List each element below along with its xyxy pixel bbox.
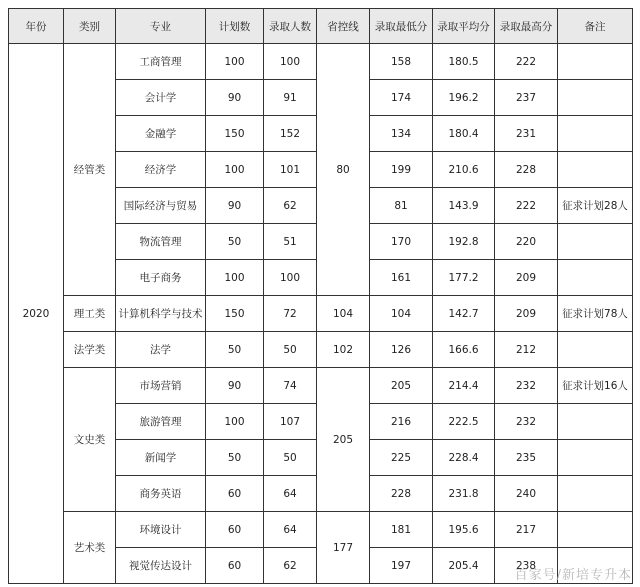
header-note: 备注 bbox=[558, 9, 633, 44]
table-row bbox=[9, 44, 633, 80]
max-score-cell: 222 bbox=[495, 188, 558, 224]
max-score-cell: 228 bbox=[495, 152, 558, 188]
plan-cell: 60 bbox=[206, 512, 264, 548]
max-score-cell: 232 bbox=[495, 368, 558, 404]
control-line-cell-engineering: 104 bbox=[317, 296, 370, 332]
max-score-cell: 222 bbox=[495, 44, 558, 80]
note-cell bbox=[558, 440, 633, 476]
min-score-cell: 225 bbox=[370, 440, 433, 476]
header-control-line: 省控线 bbox=[317, 9, 370, 44]
note-cell: 征求计划78人 bbox=[558, 296, 633, 332]
avg-score-cell: 177.2 bbox=[433, 260, 495, 296]
min-score-cell: 161 bbox=[370, 260, 433, 296]
max-score-cell: 237 bbox=[495, 80, 558, 116]
table-row bbox=[9, 368, 633, 404]
plan-cell: 150 bbox=[206, 116, 264, 152]
note-cell bbox=[558, 44, 633, 80]
plan-cell: 150 bbox=[206, 296, 264, 332]
control-line-cell-humanities: 205 bbox=[317, 368, 370, 512]
min-score-cell: 126 bbox=[370, 332, 433, 368]
max-score-cell: 238 bbox=[495, 548, 558, 584]
category-cell-humanities: 文史类 bbox=[64, 368, 116, 512]
avg-score-cell: 166.6 bbox=[433, 332, 495, 368]
major-cell: 国际经济与贸易 bbox=[116, 188, 206, 224]
plan-cell: 100 bbox=[206, 44, 264, 80]
max-score-cell: 240 bbox=[495, 476, 558, 512]
major-cell: 经济学 bbox=[116, 152, 206, 188]
avg-score-cell: 192.8 bbox=[433, 224, 495, 260]
header-max-score: 录取最高分 bbox=[495, 9, 558, 44]
admission-table bbox=[8, 8, 633, 584]
control-line-cell-arts: 177 bbox=[317, 512, 370, 584]
table-row bbox=[9, 512, 633, 548]
control-line-cell-law: 102 bbox=[317, 332, 370, 368]
major-cell: 法学 bbox=[116, 332, 206, 368]
admitted-cell: 72 bbox=[264, 296, 317, 332]
min-score-cell: 228 bbox=[370, 476, 433, 512]
major-cell: 市场营销 bbox=[116, 368, 206, 404]
category-cell-economics: 经管类 bbox=[64, 44, 116, 296]
min-score-cell: 174 bbox=[370, 80, 433, 116]
max-score-cell: 220 bbox=[495, 224, 558, 260]
min-score-cell: 216 bbox=[370, 404, 433, 440]
admitted-cell: 74 bbox=[264, 368, 317, 404]
max-score-cell: 212 bbox=[495, 332, 558, 368]
major-cell: 电子商务 bbox=[116, 260, 206, 296]
note-cell bbox=[558, 80, 633, 116]
table-row bbox=[9, 296, 633, 332]
min-score-cell: 104 bbox=[370, 296, 433, 332]
note-cell bbox=[558, 152, 633, 188]
plan-cell: 50 bbox=[206, 332, 264, 368]
note-cell: 征求计划28人 bbox=[558, 188, 633, 224]
avg-score-cell: 180.5 bbox=[433, 44, 495, 80]
admitted-cell: 62 bbox=[264, 188, 317, 224]
note-cell bbox=[558, 476, 633, 512]
avg-score-cell: 195.6 bbox=[433, 512, 495, 548]
major-cell: 环境设计 bbox=[116, 512, 206, 548]
major-cell: 商务英语 bbox=[116, 476, 206, 512]
avg-score-cell: 231.8 bbox=[433, 476, 495, 512]
min-score-cell: 197 bbox=[370, 548, 433, 584]
major-cell: 工商管理 bbox=[116, 44, 206, 80]
min-score-cell: 134 bbox=[370, 116, 433, 152]
major-cell: 会计学 bbox=[116, 80, 206, 116]
min-score-cell: 81 bbox=[370, 188, 433, 224]
plan-cell: 90 bbox=[206, 368, 264, 404]
min-score-cell: 199 bbox=[370, 152, 433, 188]
header-year: 年份 bbox=[9, 9, 64, 44]
avg-score-cell: 142.7 bbox=[433, 296, 495, 332]
category-cell-arts: 艺术类 bbox=[64, 512, 116, 584]
avg-score-cell: 222.5 bbox=[433, 404, 495, 440]
header-avg-score: 录取平均分 bbox=[433, 9, 495, 44]
note-cell: 征求计划16人 bbox=[558, 368, 633, 404]
max-score-cell: 235 bbox=[495, 440, 558, 476]
min-score-cell: 205 bbox=[370, 368, 433, 404]
admitted-cell: 62 bbox=[264, 548, 317, 584]
note-cell bbox=[558, 260, 633, 296]
avg-score-cell: 180.4 bbox=[433, 116, 495, 152]
admitted-cell: 107 bbox=[264, 404, 317, 440]
major-cell: 新闻学 bbox=[116, 440, 206, 476]
category-cell-law: 法学类 bbox=[64, 332, 116, 368]
admitted-cell: 91 bbox=[264, 80, 317, 116]
avg-score-cell: 210.6 bbox=[433, 152, 495, 188]
plan-cell: 100 bbox=[206, 260, 264, 296]
admitted-cell: 152 bbox=[264, 116, 317, 152]
plan-cell: 60 bbox=[206, 548, 264, 584]
admitted-cell: 100 bbox=[264, 44, 317, 80]
header-category: 类别 bbox=[64, 9, 116, 44]
avg-score-cell: 214.4 bbox=[433, 368, 495, 404]
max-score-cell: 231 bbox=[495, 116, 558, 152]
note-cell bbox=[558, 512, 633, 548]
note-cell bbox=[558, 404, 633, 440]
major-cell: 金融学 bbox=[116, 116, 206, 152]
admitted-cell: 100 bbox=[264, 260, 317, 296]
max-score-cell: 209 bbox=[495, 296, 558, 332]
admitted-cell: 101 bbox=[264, 152, 317, 188]
avg-score-cell: 205.4 bbox=[433, 548, 495, 584]
admitted-cell: 51 bbox=[264, 224, 317, 260]
major-cell: 旅游管理 bbox=[116, 404, 206, 440]
plan-cell: 100 bbox=[206, 152, 264, 188]
year-cell: 2020 bbox=[9, 44, 64, 584]
avg-score-cell: 196.2 bbox=[433, 80, 495, 116]
plan-cell: 100 bbox=[206, 404, 264, 440]
note-cell bbox=[558, 116, 633, 152]
max-score-cell: 232 bbox=[495, 404, 558, 440]
header-admitted: 录取人数 bbox=[264, 9, 317, 44]
major-cell: 视觉传达设计 bbox=[116, 548, 206, 584]
watermark: 百家号/新培专升本 bbox=[514, 568, 632, 583]
max-score-cell: 209 bbox=[495, 260, 558, 296]
admitted-cell: 64 bbox=[264, 512, 317, 548]
min-score-cell: 158 bbox=[370, 44, 433, 80]
avg-score-cell: 228.4 bbox=[433, 440, 495, 476]
control-line-cell-economics: 80 bbox=[317, 44, 370, 296]
plan-cell: 50 bbox=[206, 224, 264, 260]
admitted-cell: 50 bbox=[264, 332, 317, 368]
header-plan: 计划数 bbox=[206, 9, 264, 44]
plan-cell: 90 bbox=[206, 188, 264, 224]
admitted-cell: 64 bbox=[264, 476, 317, 512]
min-score-cell: 181 bbox=[370, 512, 433, 548]
max-score-cell: 217 bbox=[495, 512, 558, 548]
plan-cell: 60 bbox=[206, 476, 264, 512]
plan-cell: 50 bbox=[206, 440, 264, 476]
header-major: 专业 bbox=[116, 9, 206, 44]
plan-cell: 90 bbox=[206, 80, 264, 116]
admitted-cell: 50 bbox=[264, 440, 317, 476]
min-score-cell: 170 bbox=[370, 224, 433, 260]
header-row bbox=[9, 9, 633, 44]
major-cell: 计算机科学与技术 bbox=[116, 296, 206, 332]
note-cell bbox=[558, 332, 633, 368]
table-row bbox=[9, 332, 633, 368]
note-cell bbox=[558, 224, 633, 260]
avg-score-cell: 143.9 bbox=[433, 188, 495, 224]
category-cell-engineering: 理工类 bbox=[64, 296, 116, 332]
major-cell: 物流管理 bbox=[116, 224, 206, 260]
header-min-score: 录取最低分 bbox=[370, 9, 433, 44]
admission-table-container bbox=[8, 8, 632, 584]
